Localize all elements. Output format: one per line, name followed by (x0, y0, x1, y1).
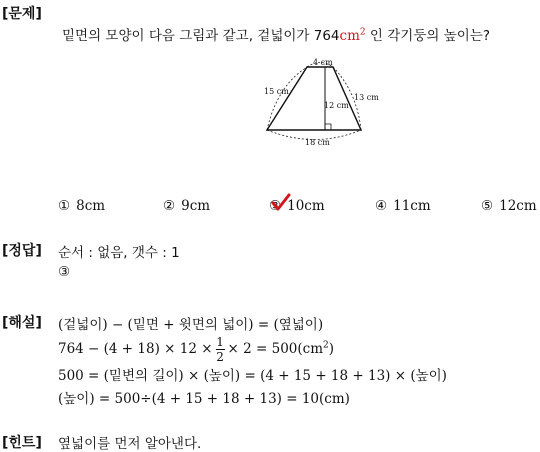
explanation-line-2-exp: 2 (323, 340, 329, 351)
answer-tag: [정답] (2, 243, 42, 259)
right-angle-mark (325, 124, 331, 130)
choice-2-number: ② (163, 198, 176, 214)
choice-4-number: ④ (375, 198, 388, 214)
question-text (62, 24, 490, 44)
choice-1[interactable] (58, 198, 105, 214)
choice-4[interactable] (375, 198, 431, 214)
explanation-line-3: 500 = (밑변의 길이) × (높이) = (4 + 15 + 18 + 13) × (높이) (58, 368, 447, 384)
explanation-line-2-before: 764 − (4 + 18) × 12 × (58, 341, 213, 357)
top-label: 4 cm (313, 58, 333, 67)
choice-2-text: 9cm (181, 198, 211, 214)
checkmark-icon (270, 193, 292, 213)
question-text-after: 인 각기둥의 높이는? (365, 28, 490, 44)
bottom-label: 18 cm (305, 138, 330, 147)
question-unit: $cm^2$ (339, 27, 366, 44)
answer-line-1: 순서 : 없음, 갯수 : 1 (58, 245, 180, 261)
fraction-numerator: 1 (216, 335, 224, 349)
answer-line-2: ③ (58, 264, 71, 280)
half-fraction (216, 336, 225, 363)
explanation-tag: [해설] (2, 315, 42, 331)
left-label: 15 cm (264, 87, 289, 96)
explanation-line-2-after: × 2 = 500(cm (227, 341, 324, 357)
right-label: 13 cm (354, 93, 379, 102)
choice-1-text: 8cm (76, 198, 106, 214)
choice-3-number: ③ (269, 198, 282, 214)
choice-5-text: 12cm (499, 198, 537, 214)
choice-3-text: 10cm (287, 198, 325, 214)
height-label: 12 cm (324, 101, 349, 110)
choice-5-number: ⑤ (481, 198, 494, 214)
choice-1-number: ① (58, 198, 71, 214)
question-text-before: 밑면의 모양이 다음 그림과 같고, 겉넓이가 764 (62, 28, 340, 44)
hint-tag: [힌트] (2, 435, 42, 451)
explanation-line-2-close: ) (328, 341, 335, 357)
trapezoid-figure (255, 54, 385, 150)
problem-tag: [문제] (2, 6, 42, 22)
choice-5[interactable] (481, 198, 537, 214)
hint-text: 옆넓이를 먼저 알아낸다. (58, 436, 202, 452)
explanation-line-1: (겉넓이) − (밑면 + 윗면의 넓이) = (옆넓이) (58, 317, 324, 333)
explanation-line-2 (58, 336, 334, 363)
question-unit-exp: 2 (359, 27, 366, 38)
explanation-line-4: (높이) = 500÷(4 + 15 + 18 + 13) = 10(cm) (58, 391, 350, 407)
fraction-denominator: 2 (216, 350, 224, 364)
choice-2[interactable] (163, 198, 210, 214)
trapezoid-shape (267, 67, 361, 130)
choice-4-text: 11cm (393, 198, 431, 214)
